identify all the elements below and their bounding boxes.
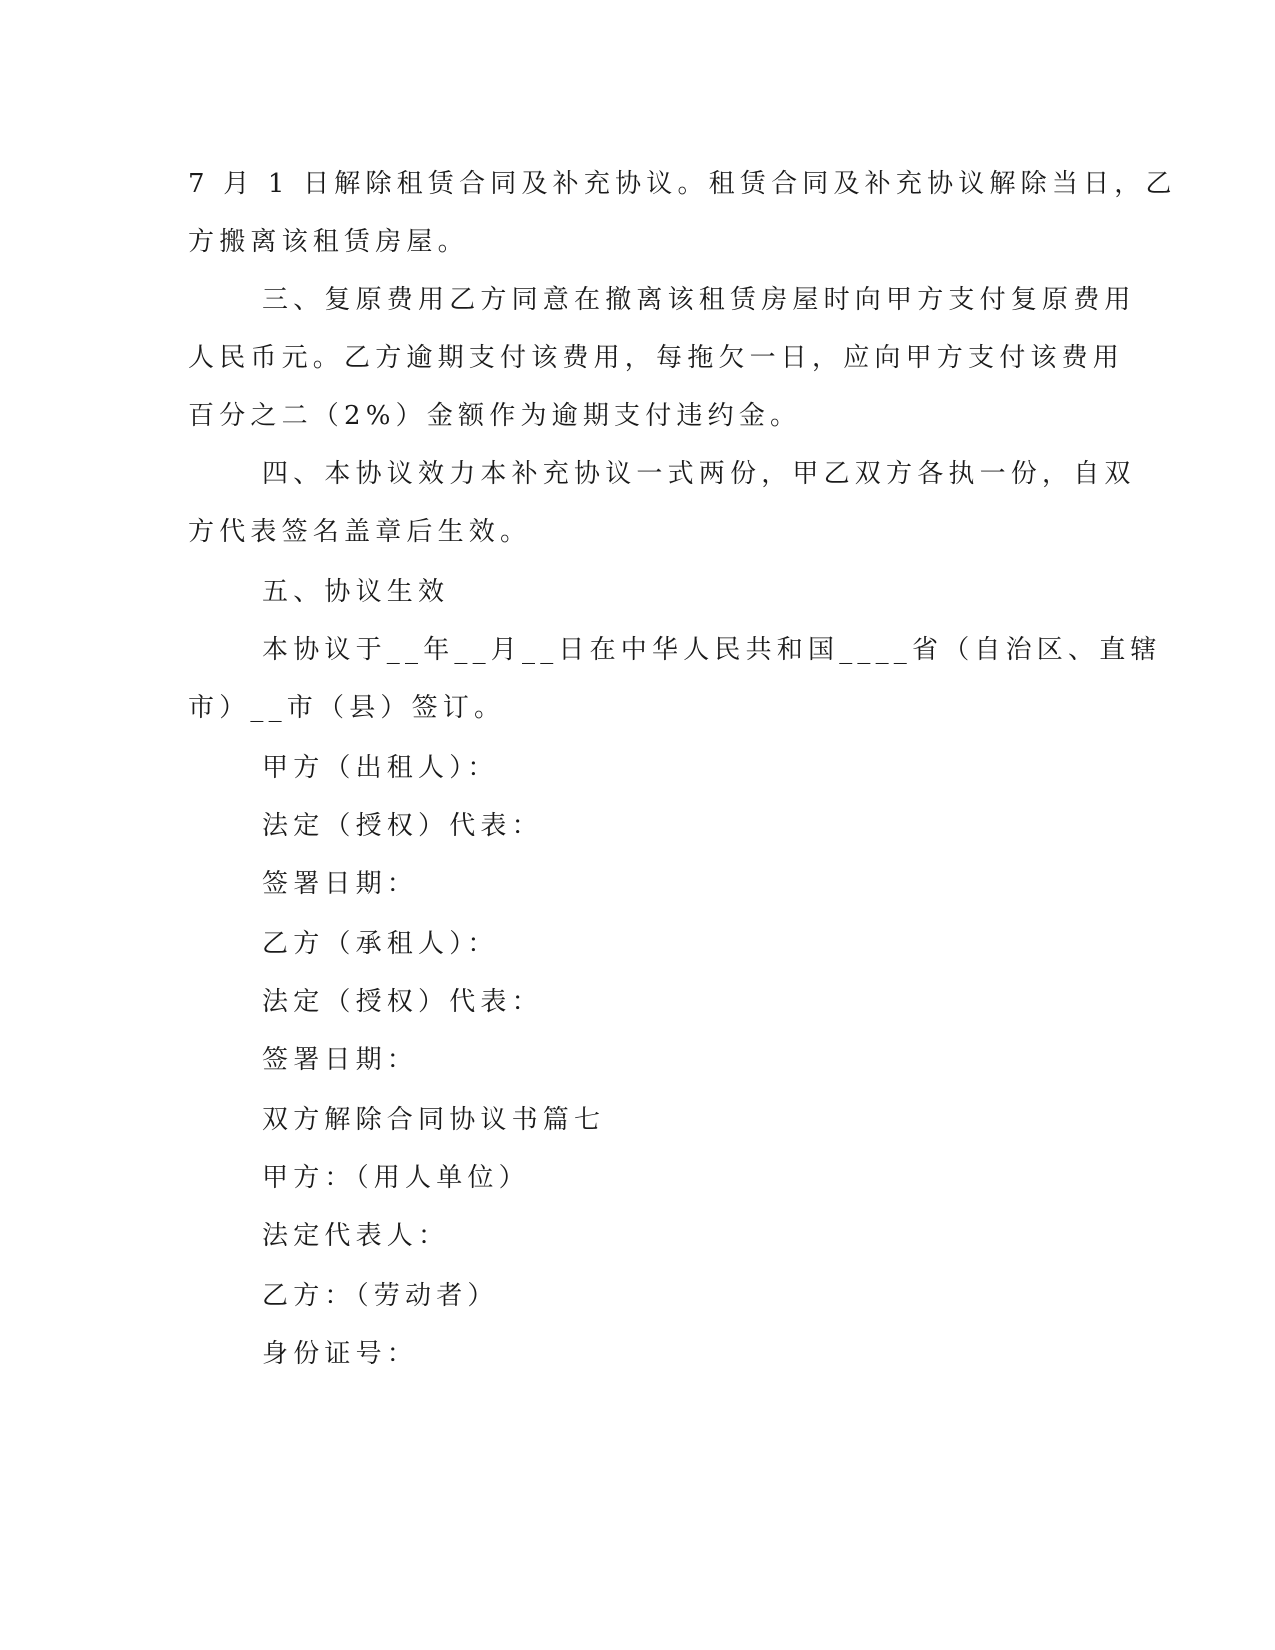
article-title: 双方解除合同协议书篇七 (262, 1105, 606, 1135)
section-3-line: 三、复原费用乙方同意在撤离该租赁房屋时向甲方支付复原费用 (262, 285, 1136, 315)
party-a-label: 甲方（出租人）： (262, 753, 499, 783)
section-4-line: 四、本协议效力本补充协议一式两份，甲乙双方各执一份，自双 (262, 459, 1136, 489)
text-line: 百分之二（2%）金额作为逾期支付违约金。 (188, 401, 802, 431)
text-line: 方搬离该租赁房屋。 (188, 227, 469, 257)
text-line: 人民币元。乙方逾期支付该费用，每拖欠一日，应向甲方支付该费用 (188, 343, 1125, 373)
party-a-representative-label: 法定（授权）代表： (262, 811, 543, 841)
party-b-representative-label: 法定（授权）代表： (262, 987, 543, 1017)
employer-label: 甲方：（用人单位） (262, 1163, 530, 1193)
legal-representative-label: 法定代表人： (262, 1221, 450, 1251)
section-5-heading: 五、协议生效 (262, 577, 450, 607)
party-b-label: 乙方（承租人）： (262, 929, 499, 959)
employee-label: 乙方：（劳动者） (262, 1281, 499, 1311)
signing-place-line: 本协议于__年__月__日在中华人民共和国____省（自治区、直辖 (262, 635, 1162, 665)
text-line: 市）__市（县）签订。 (188, 693, 506, 723)
party-b-signing-date-label: 签署日期： (262, 1045, 419, 1075)
party-a-signing-date-label: 签署日期： (262, 869, 419, 899)
id-number-label: 身份证号： (262, 1339, 419, 1369)
text-line: 方代表签名盖章后生效。 (188, 517, 532, 547)
text-line: 7 月 1 日解除租赁合同及补充协议。租赁合同及补充协议解除当日，乙 (188, 169, 1177, 199)
